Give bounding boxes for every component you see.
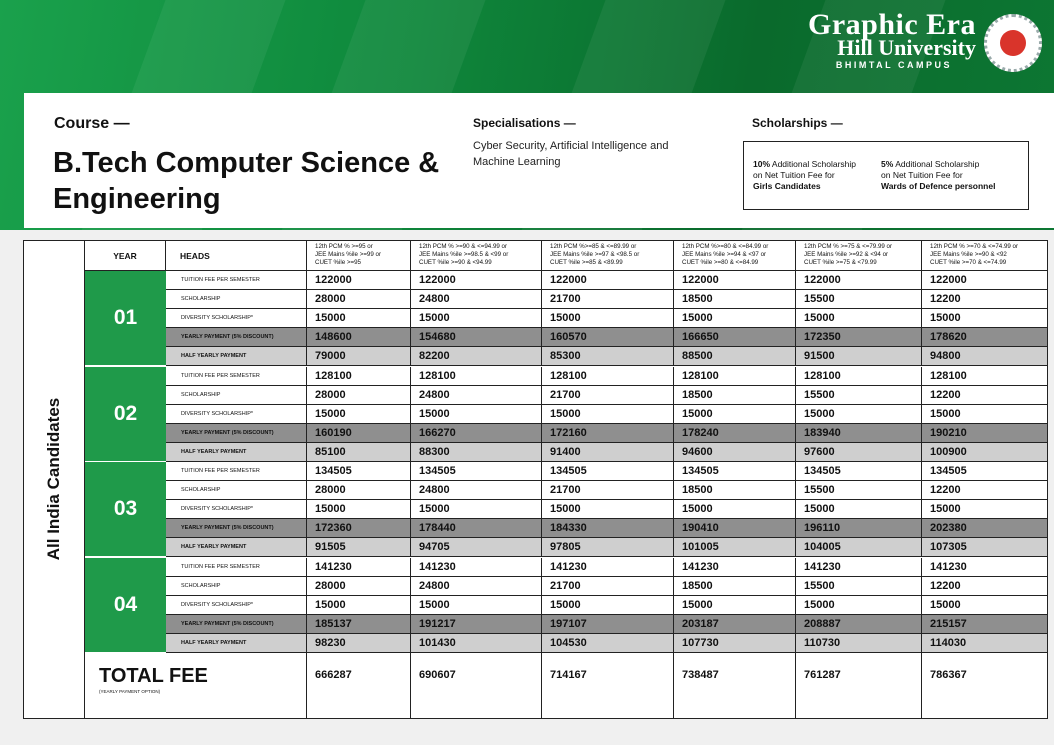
fee-head: SCHOLARSHIP	[166, 386, 307, 405]
fee-head: SCHOLARSHIP	[166, 481, 307, 500]
fee-value: 128100	[542, 367, 674, 386]
fee-value: 122000	[796, 271, 922, 290]
fee-table	[23, 240, 1048, 719]
year-label: 04	[85, 558, 166, 653]
fee-value: 88500	[674, 347, 796, 366]
fee-value: 128100	[922, 367, 1048, 386]
fee-value: 110730	[796, 634, 922, 653]
fee-value: 15000	[542, 500, 674, 519]
fee-value: 172160	[542, 424, 674, 443]
fee-head: TUITION FEE PER SEMESTER	[166, 271, 307, 290]
fee-value: 15000	[796, 500, 922, 519]
fee-head: YEARLY PAYMENT (5% DISCOUNT)	[166, 519, 307, 538]
fee-value: 15000	[674, 309, 796, 328]
fee-value: 134505	[411, 462, 542, 481]
fee-value: 12200	[922, 290, 1048, 309]
fee-value: 24800	[411, 481, 542, 500]
course-info-panel	[24, 93, 1054, 228]
fee-value: 15000	[411, 596, 542, 615]
fee-value: 24800	[411, 386, 542, 405]
fee-value: 94600	[674, 443, 796, 462]
fee-value: 134505	[796, 462, 922, 481]
fee-value: 94705	[411, 538, 542, 557]
specialisations-value: Cyber Security, Artificial Intelligence and Machine Learning	[473, 140, 669, 168]
fee-value: 28000	[307, 290, 411, 309]
fee-value: 104005	[796, 538, 922, 557]
fee-head: HALF YEARLY PAYMENT	[166, 347, 307, 366]
fee-value: 148600	[307, 328, 411, 347]
criteria-header: 12th PCM % >=75 & <=79.99 or JEE Mains %ile >=92 & <94 or CUET %ile >=75 & <79.99	[796, 241, 922, 271]
fee-value: 28000	[307, 386, 411, 405]
fee-value: 122000	[922, 271, 1048, 290]
fee-value: 141230	[796, 558, 922, 577]
university-logo	[804, 6, 1044, 76]
fee-head: HALF YEARLY PAYMENT	[166, 634, 307, 653]
fee-value: 104530	[542, 634, 674, 653]
fee-value: 202380	[922, 519, 1048, 538]
fee-value: 122000	[411, 271, 542, 290]
criteria-header: 12th PCM %>=85 & <=89.99 or JEE Mains %ile >=97 & <98.5 or CUET %ile >=85 & <89.99	[542, 241, 674, 271]
scholarships-label: Scholarships —	[752, 116, 843, 130]
fee-head: HALF YEARLY PAYMENT	[166, 443, 307, 462]
fee-value: 172360	[307, 519, 411, 538]
criteria-header: 12th PCM % >=95 or JEE Mains %ile >=99 or CUET %ile >=95	[307, 241, 411, 271]
fee-value: 15000	[307, 405, 411, 424]
fee-head: TUITION FEE PER SEMESTER	[166, 558, 307, 577]
fee-value: 184330	[542, 519, 674, 538]
year-label: 01	[85, 271, 166, 366]
fee-value: 15000	[796, 596, 922, 615]
fee-value: 101430	[411, 634, 542, 653]
fee-value: 101005	[674, 538, 796, 557]
fee-value: 197107	[542, 615, 674, 634]
specialisations-label: Specialisations —	[473, 116, 576, 130]
fee-value: 21700	[542, 481, 674, 500]
fee-value: 15000	[411, 405, 542, 424]
fee-value: 122000	[307, 271, 411, 290]
fee-value: 21700	[542, 577, 674, 596]
fee-value: 15500	[796, 290, 922, 309]
fee-value: 215157	[922, 615, 1048, 634]
fee-head: DIVERSITY SCHOLARSHIP*	[166, 500, 307, 519]
fee-value: 91500	[796, 347, 922, 366]
year-label: 03	[85, 462, 166, 557]
criteria-header: 12th PCM %>=80 & <=84.99 or JEE Mains %ile >=94 & <97 or CUET %ile >=80 & <=84.99	[674, 241, 796, 271]
fee-value: 98230	[307, 634, 411, 653]
fee-value: 18500	[674, 290, 796, 309]
fee-value: 122000	[674, 271, 796, 290]
fee-value: 190410	[674, 519, 796, 538]
fee-value: 141230	[542, 558, 674, 577]
total-fee-value: 738487	[674, 653, 796, 718]
fee-value: 12200	[922, 386, 1048, 405]
scholarships-box	[743, 141, 1029, 210]
fee-value: 160190	[307, 424, 411, 443]
fee-value: 178440	[411, 519, 542, 538]
fee-value: 190210	[922, 424, 1048, 443]
logo-name-line1: Graphic Era	[808, 8, 976, 41]
fee-value: 15000	[674, 596, 796, 615]
fee-value: 91505	[307, 538, 411, 557]
fee-head: TUITION FEE PER SEMESTER	[166, 367, 307, 386]
fee-head: SCHOLARSHIP	[166, 290, 307, 309]
fee-value: 21700	[542, 386, 674, 405]
fee-value: 18500	[674, 577, 796, 596]
fee-value: 100900	[922, 443, 1048, 462]
fee-value: 97600	[796, 443, 922, 462]
fee-value: 191217	[411, 615, 542, 634]
fee-value: 166270	[411, 424, 542, 443]
fee-value: 128100	[411, 367, 542, 386]
fee-value: 15000	[411, 309, 542, 328]
fee-value: 208887	[796, 615, 922, 634]
fee-value: 178620	[922, 328, 1048, 347]
fee-value: 196110	[796, 519, 922, 538]
fee-value: 128100	[796, 367, 922, 386]
total-fee-value: 714167	[542, 653, 674, 718]
fee-value: 15000	[307, 596, 411, 615]
heads-header: HEADS	[166, 241, 307, 271]
criteria-header: 12th PCM % >=70 & <=74.99 or JEE Mains %ile >=90 & <92 CUET %ile >=70 & <=74.99	[922, 241, 1048, 271]
fee-value: 15000	[411, 500, 542, 519]
fee-value: 141230	[307, 558, 411, 577]
fee-head: YEARLY PAYMENT (5% DISCOUNT)	[166, 424, 307, 443]
fee-value: 15000	[922, 596, 1048, 615]
fee-value: 128100	[307, 367, 411, 386]
course-label: Course —	[54, 115, 130, 132]
total-fee-value: 761287	[796, 653, 922, 718]
fee-value: 134505	[674, 462, 796, 481]
fee-value: 154680	[411, 328, 542, 347]
fee-value: 24800	[411, 577, 542, 596]
total-fee-value: 786367	[922, 653, 1048, 718]
fee-value: 15500	[796, 386, 922, 405]
fee-value: 12200	[922, 577, 1048, 596]
course-name: B.Tech Computer Science & Engineering	[53, 147, 440, 215]
fee-value: 94800	[922, 347, 1048, 366]
fee-value: 24800	[411, 290, 542, 309]
fee-head: SCHOLARSHIP	[166, 577, 307, 596]
fee-value: 12200	[922, 481, 1048, 500]
fee-value: 21700	[542, 290, 674, 309]
fee-value: 15000	[922, 405, 1048, 424]
fee-value: 91400	[542, 443, 674, 462]
fee-value: 88300	[411, 443, 542, 462]
fee-value: 166650	[674, 328, 796, 347]
fee-value: 107730	[674, 634, 796, 653]
fee-value: 28000	[307, 481, 411, 500]
fee-value: 15500	[796, 577, 922, 596]
criteria-header: 12th PCM % >=90 & <=94.99 or JEE Mains %ile >=98.5 & <99 or CUET %ile >=90 & <94.99	[411, 241, 542, 271]
fee-value: 203187	[674, 615, 796, 634]
year-label: 02	[85, 367, 166, 462]
total-fee-value: 666287	[307, 653, 411, 718]
total-fee-label: TOTAL FEE (YEARLY PAYMENT OPTION)	[85, 653, 307, 718]
fee-value: 82200	[411, 347, 542, 366]
fee-value: 160570	[542, 328, 674, 347]
fee-value: 15000	[796, 405, 922, 424]
fee-value: 15000	[922, 500, 1048, 519]
total-fee-value: 690607	[411, 653, 542, 718]
fee-value: 15000	[922, 309, 1048, 328]
fee-value: 15000	[542, 596, 674, 615]
fee-value: 97805	[542, 538, 674, 557]
fee-value: 134505	[307, 462, 411, 481]
candidate-category: All India Candidates	[24, 241, 85, 718]
fee-value: 15000	[542, 309, 674, 328]
fee-head: DIVERSITY SCHOLARSHIP*	[166, 596, 307, 615]
fee-head: HALF YEARLY PAYMENT	[166, 538, 307, 557]
fee-value: 18500	[674, 481, 796, 500]
fee-value: 15000	[307, 309, 411, 328]
fee-head: YEARLY PAYMENT (5% DISCOUNT)	[166, 328, 307, 347]
fee-value: 79000	[307, 347, 411, 366]
fee-head: DIVERSITY SCHOLARSHIP*	[166, 405, 307, 424]
fee-value: 18500	[674, 386, 796, 405]
fee-value: 183940	[796, 424, 922, 443]
year-header: YEAR	[85, 241, 166, 271]
fee-value: 85300	[542, 347, 674, 366]
seal-icon	[984, 14, 1042, 72]
fee-value: 178240	[674, 424, 796, 443]
fee-value: 15000	[542, 405, 674, 424]
fee-value: 122000	[542, 271, 674, 290]
logo-campus: BHIMTAL CAMPUS	[835, 60, 952, 70]
fee-value: 15000	[307, 500, 411, 519]
fee-value: 15000	[796, 309, 922, 328]
fee-value: 185137	[307, 615, 411, 634]
fee-head: YEARLY PAYMENT (5% DISCOUNT)	[166, 615, 307, 634]
scholarship-girls: 10% Additional Scholarship on Net Tuition Fee for Girls Candidates	[753, 159, 857, 191]
scholarship-defence: 5% Additional Scholarship on Net Tuition Fee for Wards of Defence personnel	[881, 159, 996, 191]
fee-value: 134505	[542, 462, 674, 481]
fee-value: 141230	[674, 558, 796, 577]
fee-head: DIVERSITY SCHOLARSHIP*	[166, 309, 307, 328]
fee-value: 172350	[796, 328, 922, 347]
fee-value: 141230	[411, 558, 542, 577]
fee-value: 15500	[796, 481, 922, 500]
fee-value: 114030	[922, 634, 1048, 653]
fee-value: 107305	[922, 538, 1048, 557]
fee-value: 28000	[307, 577, 411, 596]
fee-value: 15000	[674, 405, 796, 424]
fee-value: 134505	[922, 462, 1048, 481]
fee-value: 15000	[674, 500, 796, 519]
fee-value: 128100	[674, 367, 796, 386]
fee-value: 141230	[922, 558, 1048, 577]
fee-value: 85100	[307, 443, 411, 462]
fee-head: TUITION FEE PER SEMESTER	[166, 462, 307, 481]
logo-name-line2: Hill University	[837, 35, 976, 60]
